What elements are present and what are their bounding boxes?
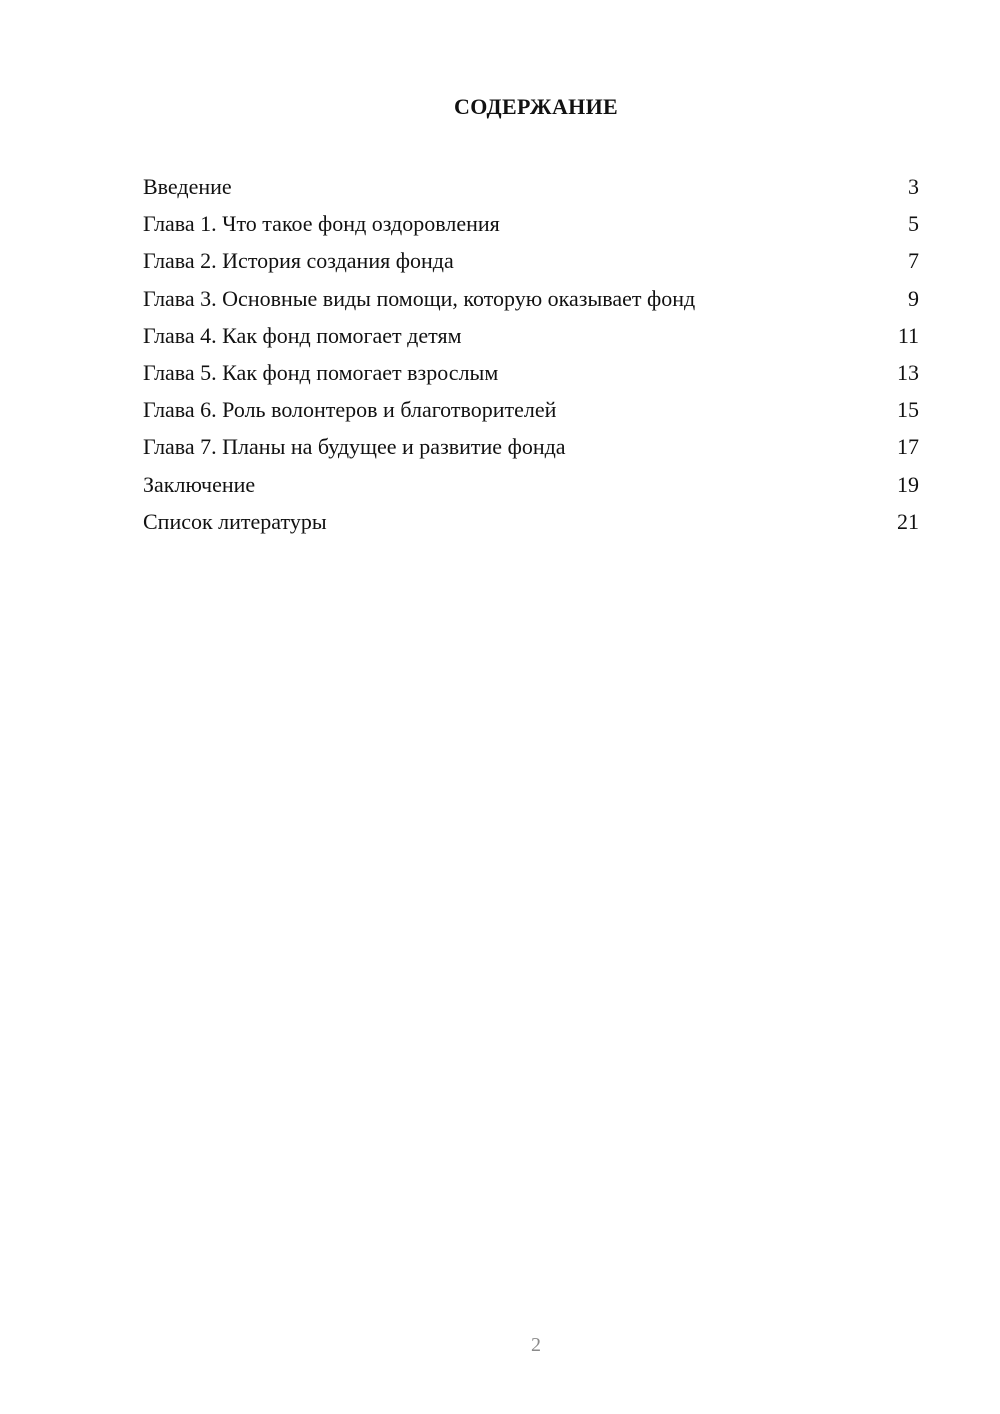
toc-entry-page: 7 bbox=[908, 248, 919, 274]
toc-entry-page: 17 bbox=[897, 434, 919, 460]
toc-entry-title: Глава 4. Как фонд помогает детям bbox=[143, 322, 462, 348]
toc-entry-title: Глава 2. История создания фонда bbox=[143, 248, 454, 274]
toc-entry-title: Список литературы bbox=[143, 508, 327, 534]
page-title: СОДЕРЖАНИЕ bbox=[454, 94, 618, 119]
toc-entry-page: 15 bbox=[897, 397, 919, 423]
toc-entry-title: Глава 3. Основные виды помощи, которую оказывает фонд bbox=[143, 285, 696, 311]
toc-entry-title: Введение bbox=[143, 174, 232, 199]
toc-entry-page: 11 bbox=[897, 322, 919, 348]
toc-entry-chapter-5[interactable] bbox=[143, 354, 919, 391]
toc-entry-page: 19 bbox=[897, 471, 919, 497]
toc-entry-page: 3 bbox=[908, 174, 919, 199]
toc-entry-page: 21 bbox=[897, 508, 919, 534]
toc-entry-title: Заключение bbox=[143, 471, 256, 497]
toc-entry-title: Глава 5. Как фонд помогает взрослым bbox=[143, 359, 499, 385]
toc-entry-chapter-3[interactable] bbox=[143, 280, 919, 317]
toc-entry-chapter-1[interactable] bbox=[143, 205, 919, 242]
toc-entry-title: Глава 6. Роль волонтеров и благотворителей bbox=[143, 397, 557, 423]
page-number: 2 bbox=[531, 1334, 541, 1356]
toc-entry-references[interactable] bbox=[143, 503, 919, 540]
toc-entry-chapter-2[interactable] bbox=[143, 242, 919, 279]
toc-entry-conclusion[interactable] bbox=[143, 466, 919, 503]
toc-entry-page: 13 bbox=[897, 359, 919, 385]
toc-entry-introduction[interactable] bbox=[143, 168, 919, 205]
toc-entry-title: Глава 1. Что такое фонд оздоровления bbox=[143, 211, 500, 237]
table-of-contents bbox=[143, 168, 919, 540]
toc-entry-chapter-6[interactable] bbox=[143, 391, 919, 428]
toc-entry-title: Глава 7. Планы на будущее и развитие фонда bbox=[143, 434, 566, 460]
toc-entry-page: 9 bbox=[908, 285, 919, 311]
toc-entry-chapter-7[interactable] bbox=[143, 428, 919, 465]
toc-entry-page: 5 bbox=[908, 211, 919, 237]
toc-entry-chapter-4[interactable] bbox=[143, 317, 919, 354]
